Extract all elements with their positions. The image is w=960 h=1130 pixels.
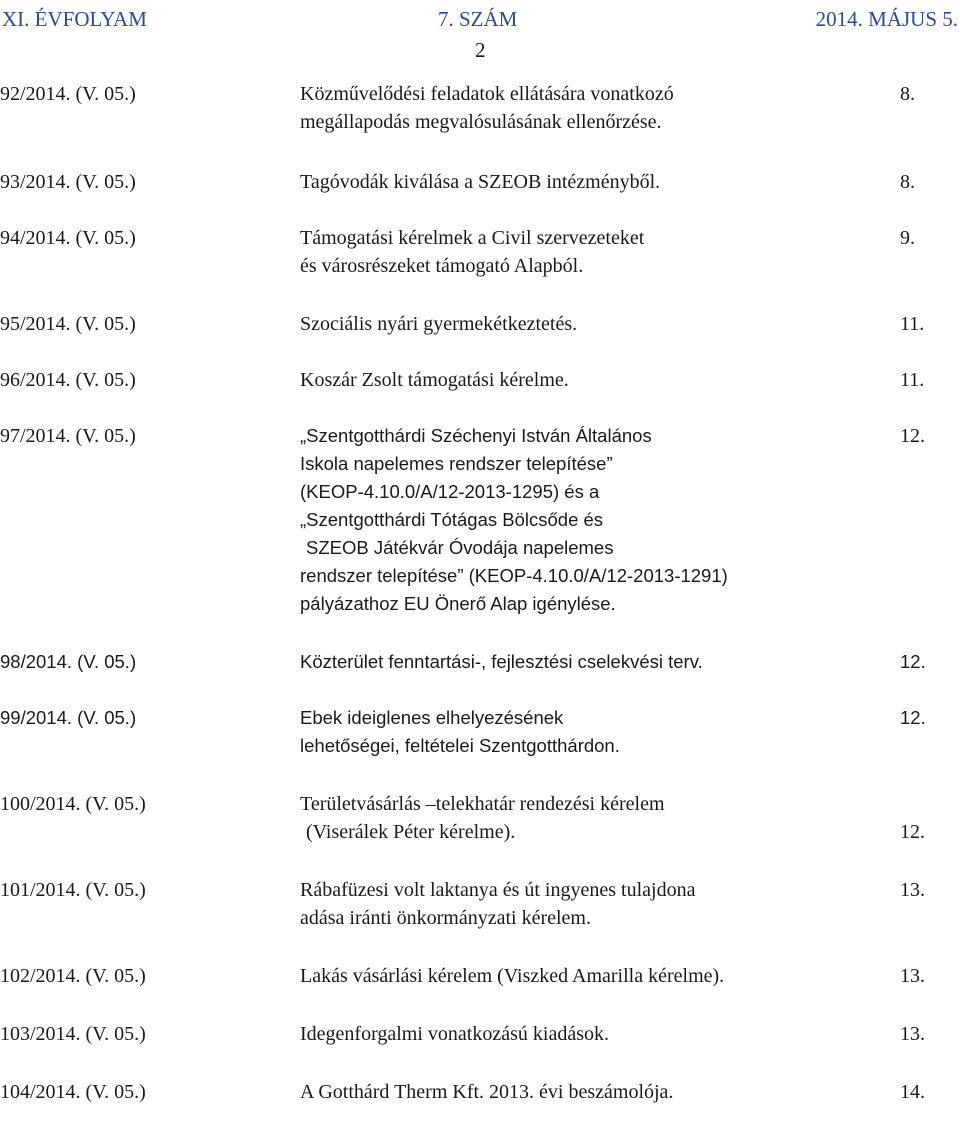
list-item	[0, 790, 960, 846]
page-reference: 8.	[900, 171, 915, 193]
resolution-title: Területvásárlás –telekhatár rendezési kérelem (Viserálek Péter kérelme).	[300, 793, 665, 843]
page-reference: 11.	[900, 313, 925, 335]
page-reference: 13.	[900, 965, 925, 987]
resolution-number: 95/2014. (V. 05.)	[0, 313, 136, 335]
resolution-number: 101/2014. (V. 05.)	[0, 879, 146, 901]
list-item	[0, 168, 960, 196]
page-reference: 12.	[900, 821, 925, 843]
resolution-number: 93/2014. (V. 05.)	[0, 171, 136, 193]
page-reference: 11.	[900, 369, 925, 391]
resolution-number: 104/2014. (V. 05.)	[0, 1081, 146, 1103]
resolution-title: Koszár Zsolt támogatási kérelme.	[300, 369, 569, 391]
volume-label: XI. ÉVFOLYAM	[2, 7, 147, 31]
resolution-number: 98/2014. (V. 05.)	[0, 651, 137, 672]
resolution-title: Rábafüzesi volt laktanya és út ingyenes tulajdona adása iránti önkormányzati kérelem.	[300, 879, 696, 929]
resolution-title: Tagóvodák kiválása a SZEOB intézményből.	[300, 171, 661, 193]
resolution-title: Idegenforgalmi vonatkozású kiadások.	[300, 1023, 609, 1045]
list-item	[0, 962, 960, 990]
page-number: 2	[475, 38, 486, 62]
resolution-title: Lakás vásárlási kérelem (Viszked Amarilla kérelme).	[300, 965, 725, 987]
page-header	[0, 6, 960, 66]
list-item	[0, 310, 960, 338]
page-reference: 9.	[900, 227, 915, 249]
page-reference: 12.	[900, 425, 925, 447]
resolution-title: Közművelődési feladatok ellátására vonatkozó megállapodás megvalósulásának ellenőrzése.	[300, 83, 674, 133]
resolution-number: 94/2014. (V. 05.)	[0, 227, 136, 249]
resolution-number: 92/2014. (V. 05.)	[0, 83, 136, 105]
page-reference: 12.	[900, 707, 926, 728]
issue-label: 7. SZÁM	[438, 7, 518, 31]
list-item	[0, 422, 960, 618]
resolution-number: 96/2014. (V. 05.)	[0, 369, 136, 391]
date-label: 2014. MÁJUS 5.	[815, 7, 958, 31]
list-item	[0, 876, 960, 932]
list-item	[0, 648, 960, 676]
resolution-number: 99/2014. (V. 05.)	[0, 707, 137, 728]
resolution-title: Támogatási kérelmek a Civil szervezeteket és városrészeket támogató Alapból.	[300, 227, 645, 277]
resolution-number: 102/2014. (V. 05.)	[0, 965, 146, 987]
page-reference: 13.	[900, 1023, 925, 1045]
list-item	[0, 80, 960, 136]
resolution-number: 100/2014. (V. 05.)	[0, 793, 146, 815]
resolution-number: 103/2014. (V. 05.)	[0, 1023, 146, 1045]
resolution-title: „Szentgotthárdi Széchenyi István Általános Iskola napelemes rendszer telepítése” (KEOP-4.10.0/A/12-2013-1295) és a „Szentgotthárdi Tótágas Bölcsőde és SZEOB Játékvár Óvodája napelemes rendszer telepítése” (KEOP-4.10.0/A/12-2013-1291) pályázathoz EU Önerő Alap igénylése.	[300, 425, 728, 614]
resolution-title: A Gotthárd Therm Kft. 2013. évi beszámolója.	[300, 1081, 674, 1103]
page-reference: 14.	[900, 1081, 925, 1103]
resolution-number: 97/2014. (V. 05.)	[0, 425, 136, 447]
page-reference: 13.	[900, 879, 925, 901]
list-item	[0, 366, 960, 394]
list-item	[0, 224, 960, 280]
list-item	[0, 704, 960, 760]
list-item	[0, 1078, 960, 1106]
resolution-title: Ebek ideiglenes elhelyezésének lehetőségei, feltételei Szentgotthárdon.	[300, 707, 620, 756]
page-reference: 8.	[900, 83, 915, 105]
list-item	[0, 1020, 960, 1048]
resolution-title: Szociális nyári gyermekétkeztetés.	[300, 313, 578, 335]
resolution-title: Közterület fenntartási-, fejlesztési cselekvési terv.	[300, 651, 703, 672]
page-reference: 12.	[900, 651, 926, 672]
resolution-list	[0, 80, 960, 1106]
